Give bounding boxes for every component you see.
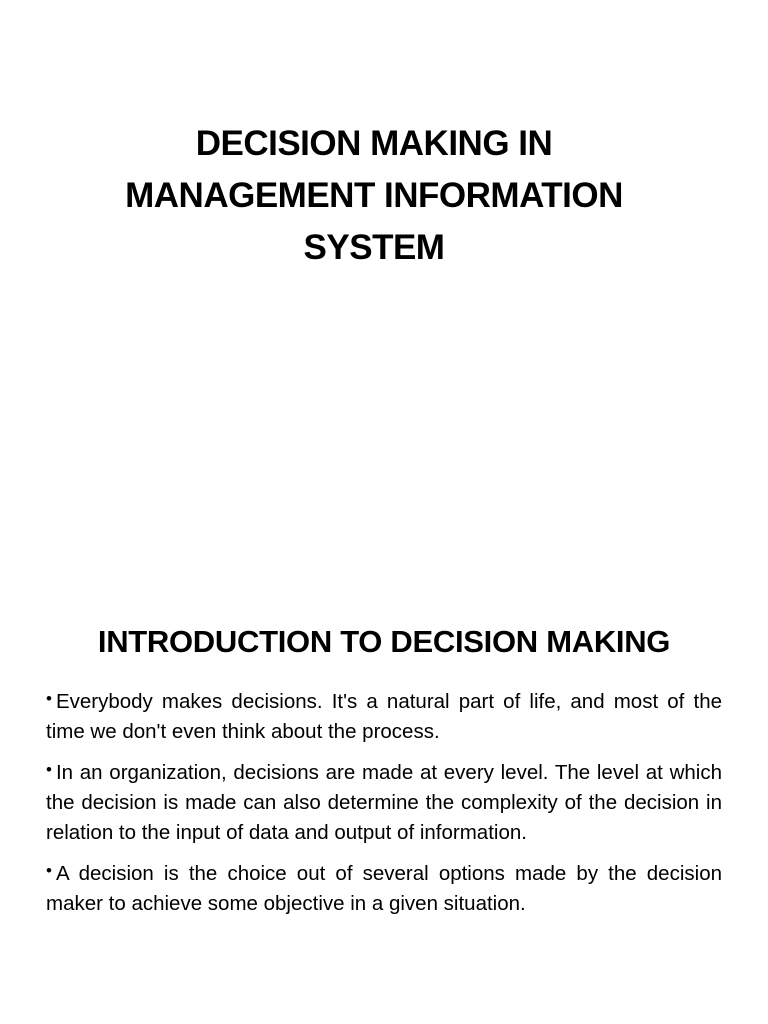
bullet-text-1: Everybody makes decisions. It's a natural part of life, and most of the time we don't even think about the process. [46, 690, 722, 743]
document-title [60, 118, 688, 274]
title-line-2: MANAGEMENT INFORMATION [125, 176, 623, 215]
bullet-text-3: A decision is the choice out of several options made by the decision maker to achieve some objective in a given situation. [46, 862, 722, 915]
bullet-icon: • [46, 689, 52, 708]
bullet-icon: • [46, 760, 52, 779]
bullet-list [46, 684, 722, 927]
title-line-1: DECISION MAKING IN [195, 124, 553, 163]
title-line-3: SYSTEM [303, 228, 445, 267]
bullet-icon: • [46, 861, 52, 880]
section-heading: INTRODUCTION TO DECISION MAKING [97, 624, 671, 659]
bullet-text-2: In an organization, decisions are made at every level. The level at which the decision is made can also determine the complexity of the decision in relation to the input of data and output of information. [46, 761, 722, 844]
bullet-item-3 [46, 856, 722, 919]
bullet-item-2 [46, 755, 722, 848]
bullet-item-1 [46, 684, 722, 747]
